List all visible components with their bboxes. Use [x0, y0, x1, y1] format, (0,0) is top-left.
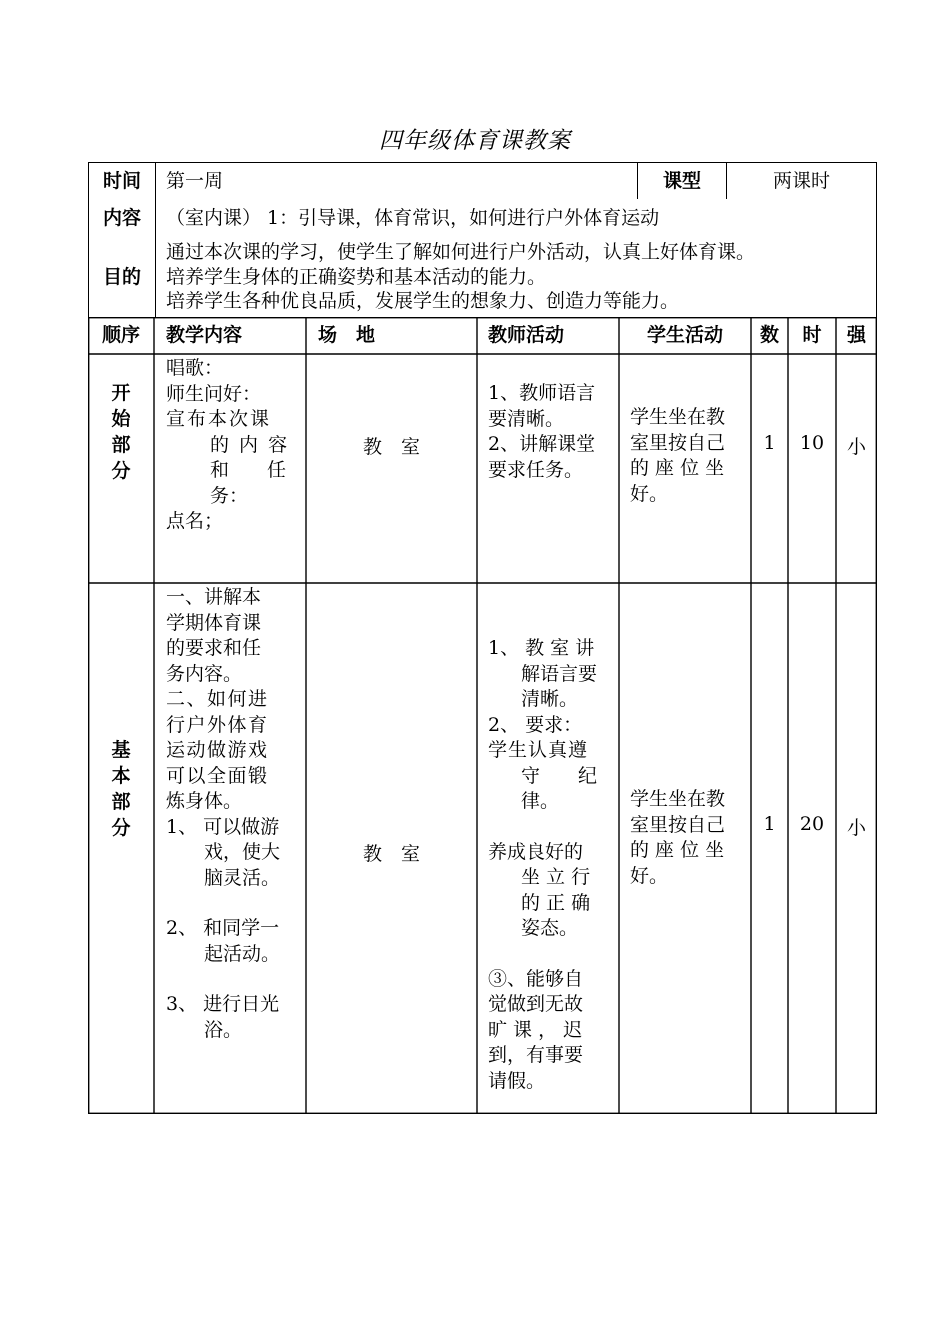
content-value: （室内课） 1：引导课，体育常识，如何进行户外体育运动	[166, 207, 660, 229]
col-venue: 场 地	[318, 324, 376, 346]
section-start-venue: 教 室	[362, 436, 420, 458]
section-start-teacher: 1、教师语言 要清晰。 2、讲解课堂 要求任务。	[488, 382, 596, 481]
lesson-grid	[88, 317, 877, 1114]
section-start-student: 学生坐在教 室里按自己 的 座 位 坐 好。	[630, 406, 726, 505]
content-label: 内容	[89, 199, 156, 238]
page-title: 四年级体育课教案	[379, 128, 571, 154]
goal-line: 培养学生各种优良品质，发展学生的想象力、创造力等能力。	[166, 290, 680, 312]
col-teacher: 教师活动	[488, 324, 565, 346]
header-row-goal	[88, 238, 877, 318]
type-label-cell: 课型	[638, 163, 727, 199]
section-start-content: 唱歌： 师生问好： 宣布本次课 的 内 容 和 任 务： 点名；	[166, 357, 290, 532]
col-content: 教学内容	[166, 324, 243, 346]
goal-line: 培养学生身体的正确姿势和基本活动的能力。	[166, 265, 547, 288]
section-start-intensity: 小	[846, 436, 866, 458]
header-row-content	[88, 199, 877, 239]
col-order: 顺序	[101, 324, 140, 346]
col-count: 数	[759, 324, 779, 346]
header-row-time	[88, 162, 877, 200]
goal-label: 目的	[89, 238, 156, 317]
section-main-count: 1	[763, 813, 776, 835]
col-student: 学生活动	[646, 324, 723, 346]
col-intensity: 强	[846, 324, 866, 346]
section-main-intensity: 小	[846, 817, 866, 839]
time-value-cell: 第一周	[156, 163, 638, 199]
section-main-content: 一、讲解本 学期体育课 的要求和任 务内容。 二、如何进 行户外体育 运动做游戏 可以全面锻 炼身体。 1、 可以做游 戏，使大 脑灵活。 2、 和同学一 起活动。 3、 进行日光 浴。	[166, 586, 281, 1041]
time-label-cell: 时间	[89, 163, 156, 199]
goal-text	[156, 238, 876, 317]
section-main-time: 20	[799, 813, 825, 835]
type-value-cell: 两课时	[772, 170, 830, 192]
col-time: 时	[802, 324, 822, 346]
section-start-label: 开 始 部 分	[111, 382, 131, 482]
section-start-time: 10	[799, 432, 825, 454]
section-main-teacher: 1、 教 室 讲 解语言要 清晰。 2、 要求： 学生认真遵 守 纪 律。 养成良好的 坐 立 行 的 正 确 姿态。 ③、能够自 觉做到无故 旷 课 ， 迟 到，有事要 请假。	[488, 637, 598, 1092]
section-start-count: 1	[763, 432, 776, 454]
section-main-label: 基 本 部 分	[111, 739, 131, 839]
section-main-student: 学生坐在教 室里按自己 的 座 位 坐 好。	[630, 788, 726, 887]
goal-line: 通过本次课的学习，使学生了解如何进行户外活动，认真上好体育课。	[166, 241, 756, 263]
section-main-venue: 教 室	[362, 843, 420, 865]
